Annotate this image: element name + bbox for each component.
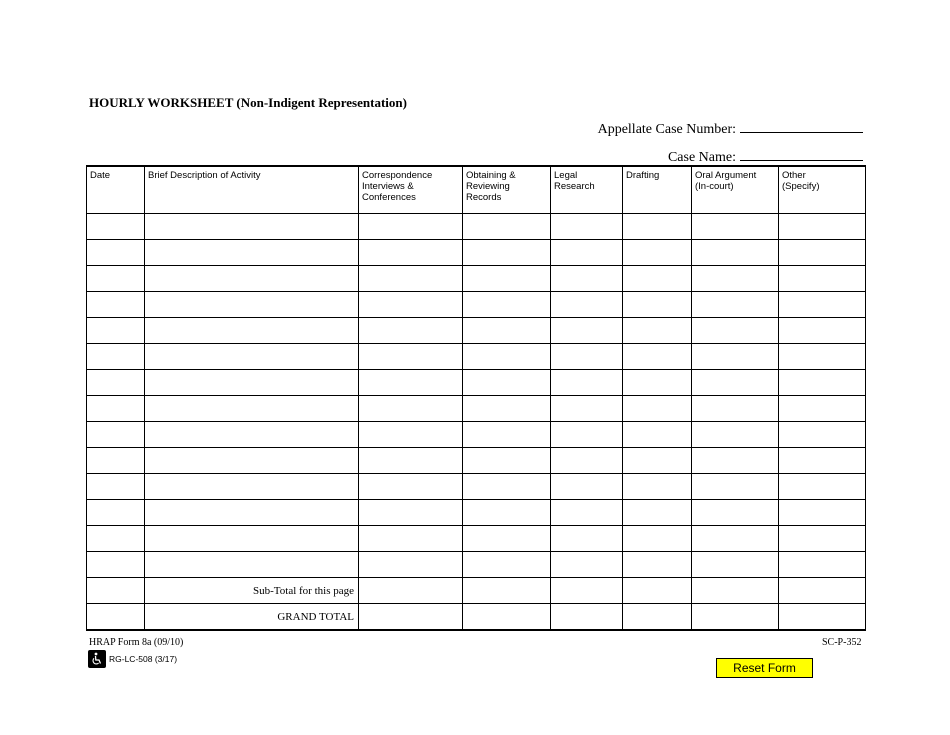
entry-other-cell[interactable]: [779, 214, 866, 240]
grand-total-label: GRAND TOTAL: [145, 604, 359, 631]
entry-records-cell[interactable]: [463, 344, 551, 370]
entry-date-cell[interactable]: [87, 344, 145, 370]
entry-description-cell[interactable]: [145, 214, 359, 240]
entry-other-cell[interactable]: [779, 474, 866, 500]
entry-other-cell[interactable]: [779, 526, 866, 552]
entry-description-cell[interactable]: [145, 474, 359, 500]
table-row: [87, 344, 866, 370]
entry-oral-argument-cell[interactable]: [692, 240, 779, 266]
subtotal-cell[interactable]: [623, 578, 692, 604]
entry-records-cell[interactable]: [463, 552, 551, 578]
entry-legal-research-cell[interactable]: [551, 292, 623, 318]
entry-records-cell[interactable]: [463, 448, 551, 474]
col-header-correspondence: Correspondence Interviews & Conferences: [359, 166, 463, 214]
table-row: [87, 448, 866, 474]
entry-records-cell[interactable]: [463, 500, 551, 526]
col-header-date: Date: [87, 166, 145, 214]
entry-legal-research-cell[interactable]: [551, 422, 623, 448]
entry-oral-argument-cell[interactable]: [692, 292, 779, 318]
entry-other-cell[interactable]: [779, 266, 866, 292]
entry-correspondence-cell[interactable]: [359, 292, 463, 318]
subtotal-cell[interactable]: [463, 578, 551, 604]
entry-description-cell[interactable]: [145, 422, 359, 448]
entry-correspondence-cell[interactable]: [359, 474, 463, 500]
entry-oral-argument-cell[interactable]: [692, 422, 779, 448]
entry-description-cell[interactable]: [145, 240, 359, 266]
grand-total-cell[interactable]: [779, 604, 866, 631]
table-row: [87, 240, 866, 266]
entry-legal-research-cell[interactable]: [551, 500, 623, 526]
table-row: [87, 266, 866, 292]
entry-drafting-cell[interactable]: [623, 448, 692, 474]
entry-other-cell[interactable]: [779, 552, 866, 578]
col-header-oral-argument: Oral Argument (In-court): [692, 166, 779, 214]
table-row: [87, 396, 866, 422]
entry-correspondence-cell[interactable]: [359, 552, 463, 578]
grand-total-cell[interactable]: [359, 604, 463, 631]
form-code: SC-P-352: [822, 637, 862, 648]
entry-drafting-cell[interactable]: [623, 214, 692, 240]
entry-legal-research-cell[interactable]: [551, 448, 623, 474]
entry-other-cell[interactable]: [779, 318, 866, 344]
entry-other-cell[interactable]: [779, 448, 866, 474]
entry-correspondence-cell[interactable]: [359, 500, 463, 526]
entry-other-cell[interactable]: [779, 370, 866, 396]
case-name-field[interactable]: [740, 146, 863, 161]
table-row: [87, 526, 866, 552]
grand-total-cell[interactable]: [623, 604, 692, 631]
entry-records-cell[interactable]: [463, 240, 551, 266]
entry-date-cell[interactable]: [87, 474, 145, 500]
entry-drafting-cell[interactable]: [623, 370, 692, 396]
entry-legal-research-cell[interactable]: [551, 526, 623, 552]
wheelchair-accessibility-icon: [88, 650, 106, 668]
entry-oral-argument-cell[interactable]: [692, 396, 779, 422]
entry-records-cell[interactable]: [463, 292, 551, 318]
entry-records-cell[interactable]: [463, 370, 551, 396]
entry-drafting-cell[interactable]: [623, 396, 692, 422]
grand-total-date-cell: [87, 604, 145, 631]
table-row: [87, 500, 866, 526]
case-name-row: [560, 146, 863, 166]
entry-other-cell[interactable]: [779, 396, 866, 422]
col-header-records: Obtaining & Reviewing Records: [463, 166, 551, 214]
entry-date-cell[interactable]: [87, 422, 145, 448]
entry-records-cell[interactable]: [463, 526, 551, 552]
entry-date-cell[interactable]: [87, 214, 145, 240]
entry-date-cell[interactable]: [87, 396, 145, 422]
entry-oral-argument-cell[interactable]: [692, 474, 779, 500]
entry-description-cell[interactable]: [145, 370, 359, 396]
entry-records-cell[interactable]: [463, 422, 551, 448]
table-row: [87, 292, 866, 318]
entry-oral-argument-cell[interactable]: [692, 214, 779, 240]
table-body: [87, 214, 866, 631]
entry-legal-research-cell[interactable]: [551, 344, 623, 370]
entry-date-cell[interactable]: [87, 266, 145, 292]
entry-date-cell[interactable]: [87, 370, 145, 396]
entry-legal-research-cell[interactable]: [551, 396, 623, 422]
entry-date-cell[interactable]: [87, 526, 145, 552]
entry-description-cell[interactable]: [145, 266, 359, 292]
entry-correspondence-cell[interactable]: [359, 318, 463, 344]
entry-date-cell[interactable]: [87, 240, 145, 266]
entry-correspondence-cell[interactable]: [359, 370, 463, 396]
entry-drafting-cell[interactable]: [623, 292, 692, 318]
entry-legal-research-cell[interactable]: [551, 318, 623, 344]
entry-date-cell[interactable]: [87, 500, 145, 526]
entry-other-cell[interactable]: [779, 500, 866, 526]
grand-total-cell[interactable]: [463, 604, 551, 631]
appellate-case-number-field[interactable]: [740, 118, 863, 133]
col-header-legal-research: Legal Research: [551, 166, 623, 214]
entry-description-cell[interactable]: [145, 344, 359, 370]
entry-drafting-cell[interactable]: [623, 552, 692, 578]
col-header-drafting: Drafting: [623, 166, 692, 214]
entry-date-cell[interactable]: [87, 448, 145, 474]
entry-legal-research-cell[interactable]: [551, 266, 623, 292]
entry-description-cell[interactable]: [145, 500, 359, 526]
rg-code: RG-LC-508 (3/17): [109, 654, 178, 664]
entry-records-cell[interactable]: [463, 318, 551, 344]
entry-oral-argument-cell[interactable]: [692, 344, 779, 370]
table-header-row: [87, 166, 866, 214]
entry-correspondence-cell[interactable]: [359, 448, 463, 474]
case-name-label: Case Name:: [667, 150, 736, 165]
entry-correspondence-cell[interactable]: [359, 266, 463, 292]
entry-oral-argument-cell[interactable]: [692, 266, 779, 292]
entry-description-cell[interactable]: [145, 292, 359, 318]
form-title: HOURLY WORKSHEET (Non-Indigent Representation): [89, 95, 407, 110]
entry-correspondence-cell[interactable]: [359, 214, 463, 240]
entry-legal-research-cell[interactable]: [551, 370, 623, 396]
table-row: [87, 318, 866, 344]
entry-drafting-cell[interactable]: [623, 474, 692, 500]
grand-total-row: [87, 604, 866, 631]
table-row: [87, 214, 866, 240]
entry-records-cell[interactable]: [463, 396, 551, 422]
entry-other-cell[interactable]: [779, 240, 866, 266]
subtotal-label: Sub-Total for this page: [145, 578, 359, 604]
entry-description-cell[interactable]: [145, 396, 359, 422]
entry-records-cell[interactable]: [463, 266, 551, 292]
entry-drafting-cell[interactable]: [623, 240, 692, 266]
table-row: [87, 474, 866, 500]
subtotal-date-cell: [87, 578, 145, 604]
col-header-description: Brief Description of Activity: [145, 166, 359, 214]
entry-correspondence-cell[interactable]: [359, 344, 463, 370]
table-row: [87, 422, 866, 448]
entry-records-cell[interactable]: [463, 214, 551, 240]
entry-legal-research-cell[interactable]: [551, 240, 623, 266]
entry-drafting-cell[interactable]: [623, 318, 692, 344]
subtotal-row: [87, 578, 866, 604]
appellate-case-number-label: Appellate Case Number:: [597, 122, 736, 137]
form-number: HRAP Form 8a (09/10): [89, 637, 184, 648]
reset-form-button[interactable]: Reset Form: [716, 658, 813, 678]
entry-oral-argument-cell[interactable]: [692, 526, 779, 552]
table-row: [87, 552, 866, 578]
entry-oral-argument-cell[interactable]: [692, 448, 779, 474]
entry-description-cell[interactable]: [145, 318, 359, 344]
grand-total-cell[interactable]: [692, 604, 779, 631]
entry-oral-argument-cell[interactable]: [692, 318, 779, 344]
subtotal-cell[interactable]: [551, 578, 623, 604]
entry-correspondence-cell[interactable]: [359, 240, 463, 266]
entry-correspondence-cell[interactable]: [359, 396, 463, 422]
subtotal-cell[interactable]: [779, 578, 866, 604]
entry-other-cell[interactable]: [779, 422, 866, 448]
entry-legal-research-cell[interactable]: [551, 552, 623, 578]
appellate-case-number-row: [560, 118, 863, 138]
entry-correspondence-cell[interactable]: [359, 422, 463, 448]
entry-description-cell[interactable]: [145, 552, 359, 578]
table-row: [87, 370, 866, 396]
col-header-other: Other (Specify): [779, 166, 866, 214]
entry-date-cell[interactable]: [87, 552, 145, 578]
entry-records-cell[interactable]: [463, 474, 551, 500]
entry-oral-argument-cell[interactable]: [692, 552, 779, 578]
entry-drafting-cell[interactable]: [623, 526, 692, 552]
entry-oral-argument-cell[interactable]: [692, 500, 779, 526]
entry-other-cell[interactable]: [779, 344, 866, 370]
entry-drafting-cell[interactable]: [623, 500, 692, 526]
entry-drafting-cell[interactable]: [623, 422, 692, 448]
entry-legal-research-cell[interactable]: [551, 214, 623, 240]
subtotal-cell[interactable]: [359, 578, 463, 604]
entry-drafting-cell[interactable]: [623, 266, 692, 292]
entry-description-cell[interactable]: [145, 526, 359, 552]
entry-correspondence-cell[interactable]: [359, 526, 463, 552]
entry-legal-research-cell[interactable]: [551, 474, 623, 500]
entry-description-cell[interactable]: [145, 448, 359, 474]
entry-other-cell[interactable]: [779, 292, 866, 318]
entry-oral-argument-cell[interactable]: [692, 370, 779, 396]
entry-date-cell[interactable]: [87, 318, 145, 344]
entry-drafting-cell[interactable]: [623, 344, 692, 370]
entry-date-cell[interactable]: [87, 292, 145, 318]
subtotal-cell[interactable]: [692, 578, 779, 604]
hourly-worksheet-table: [86, 165, 866, 631]
grand-total-cell[interactable]: [551, 604, 623, 631]
